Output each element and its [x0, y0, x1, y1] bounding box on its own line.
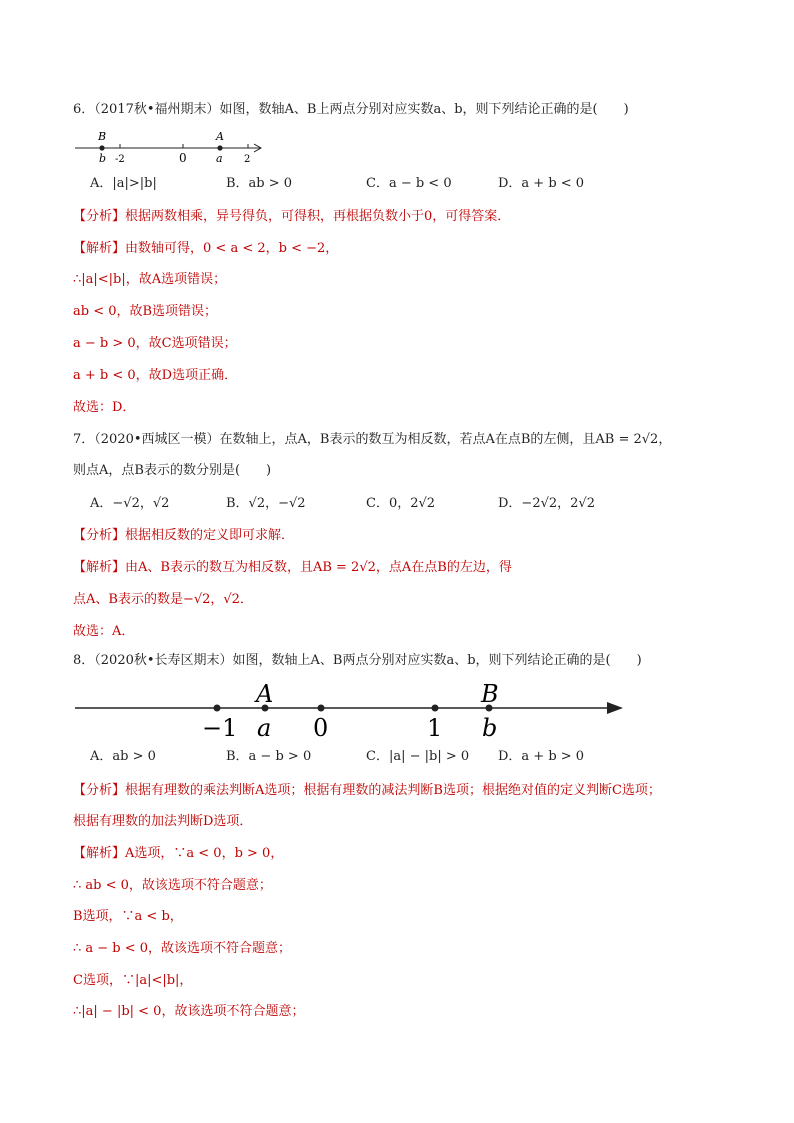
q8-tick-zero — [318, 705, 325, 712]
q6-solution-line-6: 故选：D． — [73, 400, 136, 415]
q6-solution-tag: 【解析】 — [73, 241, 126, 256]
q8-solution-line-4: ∴ a − b < 0，故该选项不符合题意； — [73, 941, 292, 956]
q7-solution-tag: 【解析】 — [73, 560, 126, 575]
q7-stem-line-2: 则点A，点B表示的数分别是( ) — [73, 463, 272, 478]
q7-choice-a[interactable]: A．−√2，√2 — [90, 496, 170, 511]
q6-solution-line-3: ab < 0，故B选项错误； — [73, 304, 218, 319]
q8-analysis-line-2: 根据有理数的加法判断D选项． — [73, 814, 253, 829]
q8-choice-b[interactable]: B．a − b > 0 — [226, 749, 312, 764]
q8-choice-c[interactable]: C．|a| − |b| > 0 — [366, 749, 470, 764]
q6-choice-a[interactable]: A．|a|>|b| — [90, 176, 157, 191]
q8-stem: 8．（2020秋•长寿区期末）如图，数轴上A、B两点分别对应实数a、b，则下列结论正确的是( ) — [73, 653, 642, 668]
q8-label-a: a — [257, 714, 272, 740]
q8-solution-line-2: ∴ ab < 0，故该选项不符合题意； — [73, 878, 272, 893]
q8-analysis-line-1: 【分析】根据有理数的乘法判断A选项；根据有理数的减法判断B选项；根据绝对值的定义判断C选项； — [73, 783, 661, 798]
q8-label-minus1: −1 — [202, 714, 238, 740]
q8-tick-minus1 — [214, 705, 221, 712]
q8-solution-line-5: C选项，∵|a|<|b|， — [73, 973, 193, 988]
q6-label-zero: 0 — [179, 151, 187, 165]
q6-stem: 6．（2017秋•福州期末）如图，数轴A、B上两点分别对应实数a、b，则下列结论正确的是( ) — [73, 102, 629, 117]
q6-point-b — [99, 145, 104, 150]
q7-choice-c[interactable]: C．0，2√2 — [366, 496, 436, 511]
q8-label-A-top: A — [256, 680, 274, 708]
q8-label-B-top: B — [481, 680, 499, 708]
q8-solution-tag: 【解析】 — [73, 846, 126, 861]
q8-choice-d[interactable]: D．a + b > 0 — [498, 749, 585, 764]
q6-label-B-top: B — [98, 130, 107, 143]
q6-label-a: a — [216, 152, 223, 165]
q6-choice-b[interactable]: B．ab > 0 — [226, 176, 293, 191]
q6-number-line — [70, 127, 270, 167]
q8-solution-line-6: ∴|a| − |b| < 0，故该选项不符合题意； — [73, 1004, 305, 1019]
q7-solution-line-3: 故选：A． — [73, 624, 135, 639]
q6-solution-line-2: ∴|a|<|b|，故A选项错误； — [73, 272, 227, 287]
q7-choice-b[interactable]: B．√2，−√2 — [226, 496, 306, 511]
q8-solution-line-1: 【解析】A选项，∵a < 0，b > 0， — [73, 846, 284, 861]
q6-label-A-top: A — [216, 130, 224, 143]
q8-choice-a[interactable]: A．ab > 0 — [90, 749, 156, 764]
q7-solution-line-2: 点A、B表示的数是−√2，√2． — [73, 592, 253, 607]
q6-choice-d[interactable]: D．a + b < 0 — [498, 176, 585, 191]
q6-label-minus2: -2 — [115, 154, 125, 165]
q6-point-a — [217, 145, 222, 150]
q6-analysis-tag: 【分析】 — [73, 209, 126, 224]
q6-solution-line-4: a − b > 0，故C选项错误； — [73, 336, 237, 351]
q6-label-b: b — [99, 152, 107, 165]
q7-choice-d[interactable]: D．−2√2，2√2 — [498, 496, 595, 511]
q6-label-two: 2 — [244, 154, 251, 165]
q7-solution-line-1: 【解析】由A、B表示的数互为相反数，且AB = 2√2，点A在点B的左边，得 — [73, 560, 512, 575]
q8-number-line — [70, 676, 630, 740]
q7-analysis-text: 根据相反数的定义即可求解． — [125, 528, 295, 543]
q8-label-one: 1 — [427, 714, 443, 740]
q6-solution-line-5: a + b < 0，故D选项正确． — [73, 368, 238, 383]
q7-analysis-tag: 【分析】 — [73, 528, 126, 543]
q7-stem-line-1: 7．（2020•西城区一模）在数轴上，点A，B表示的数互为相反数，若点A在点B的左侧，且AB = 2√2， — [73, 432, 672, 447]
q7-analysis — [73, 527, 294, 545]
q8-label-b: b — [482, 714, 498, 740]
q6-analysis — [73, 208, 510, 226]
q6-analysis-text: 根据两数相乘，异号得负，可得积，再根据负数小于0，可得答案． — [125, 209, 511, 224]
q8-tick-one — [432, 705, 439, 712]
q6-choice-c[interactable]: C．a − b < 0 — [366, 176, 452, 191]
q8-label-zero: 0 — [313, 714, 329, 740]
q6-solution-line-1: 【解析】由数轴可得，0 < a < 2，b < −2， — [73, 241, 339, 256]
q8-analysis-tag: 【分析】 — [73, 783, 126, 798]
q8-solution-line-3: B选项，∵a < b， — [73, 909, 183, 924]
